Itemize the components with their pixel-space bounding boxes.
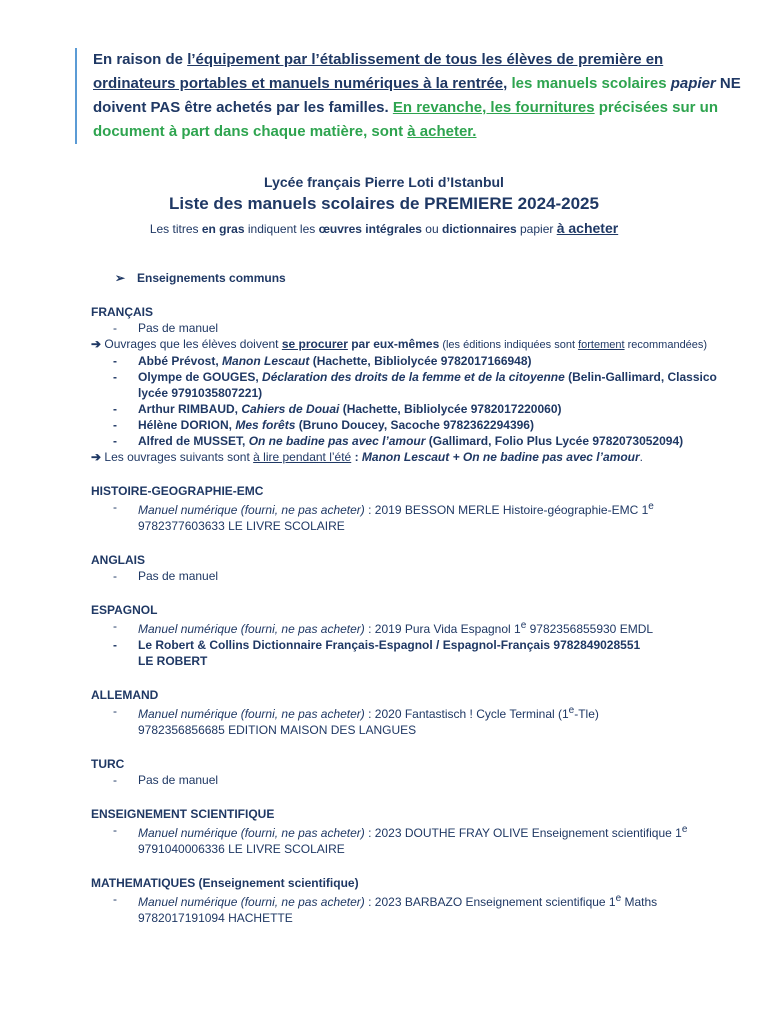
dash-bullet: - bbox=[113, 619, 117, 633]
francais-works-intro bbox=[91, 336, 731, 353]
book-details: (Hachette, Bibliolycée 9782017220060) bbox=[339, 402, 562, 416]
school-name: Lycée français Pierre Loti d’Istanbul bbox=[264, 174, 504, 190]
item-text: : 2019 BESSON MERLE Histoire-géographie-EMC 1 bbox=[364, 503, 649, 517]
subject-title-espagnol: ESPAGNOL bbox=[91, 603, 158, 617]
dash-bullet: - bbox=[113, 823, 117, 837]
digital-manual-label: Manuel numérique (fourni, ne pas acheter) bbox=[138, 622, 365, 636]
list-item bbox=[91, 499, 731, 534]
item-text: Pas de manuel bbox=[138, 321, 219, 335]
book-title: Déclaration des droits de la femme et de la citoyenne bbox=[262, 370, 565, 384]
intro-note-underlined: fortement bbox=[578, 339, 625, 351]
dash-bullet: - bbox=[113, 500, 117, 514]
intro-note: (les éditions indiquées sont bbox=[439, 339, 579, 351]
subtitle-bold-text: en gras bbox=[201, 222, 245, 236]
book-title: Cahiers de Douai bbox=[241, 402, 340, 416]
page-title: Liste des manuels scolaires de PREMIERE 2024-2025 bbox=[169, 194, 599, 213]
notice-text: En raison de bbox=[93, 51, 188, 68]
book-author: Arthur RIMBAUD, bbox=[138, 402, 242, 416]
list-item bbox=[91, 353, 731, 369]
subject-title-maths: MATHEMATIQUES (Enseignement scientifique) bbox=[91, 876, 359, 890]
notice-green-underlined-text: En revanche, les fournitures bbox=[392, 99, 595, 116]
book-author: Alfred de MUSSET, bbox=[138, 434, 249, 448]
digital-manual-label: Manuel numérique (fourni, ne pas acheter) bbox=[138, 707, 365, 721]
item-text: : 2023 DOUTHE FRAY OLIVE Enseignement scientifique 1 bbox=[364, 826, 682, 840]
subject-title-scientifique: ENSEIGNEMENT SCIENTIFIQUE bbox=[91, 807, 275, 821]
arrow-icon: ➔ bbox=[91, 337, 102, 351]
item-text: 9791040006336 LE LIVRE SCOLAIRE bbox=[138, 842, 345, 856]
summer-reading-note bbox=[91, 449, 731, 465]
page-subtitle bbox=[0, 220, 768, 236]
notice-green-underlined-text: à acheter. bbox=[407, 123, 477, 140]
list-item bbox=[91, 822, 731, 857]
item-text: Pas de manuel bbox=[138, 569, 219, 583]
item-text: : 2023 BARBAZO Enseignement scientifique 1 bbox=[364, 895, 616, 909]
subtitle-text: ou bbox=[421, 222, 442, 236]
superscript: e bbox=[648, 501, 654, 512]
notice-green-text: précisées sur un document à part dans chaque matière, sont bbox=[93, 99, 718, 140]
item-text: Pas de manuel bbox=[138, 773, 219, 787]
notice-underlined-text: l’équipement par l’établissement de tous les élèves de première en ordinateurs portables et manuels numériques à la rentrée bbox=[93, 51, 664, 92]
intro-bold-text: par eux-mêmes bbox=[347, 337, 440, 351]
subject-title-turc: TURC bbox=[91, 757, 125, 771]
summer-text: Les ouvrages suivants sont bbox=[101, 450, 254, 464]
superscript: e bbox=[615, 893, 622, 904]
item-text: 9782356855930 EMDL bbox=[526, 622, 654, 636]
list-item bbox=[91, 433, 731, 449]
dash-bullet: - bbox=[113, 434, 117, 448]
superscript: e bbox=[681, 824, 688, 835]
section-heading: Enseignements communs bbox=[137, 271, 286, 285]
list-item bbox=[91, 637, 731, 669]
list-item bbox=[91, 772, 731, 788]
intro-bold-underlined: se procurer bbox=[281, 337, 348, 351]
book-author: Hélène DORION, bbox=[138, 418, 236, 432]
section-bullet bbox=[115, 270, 731, 286]
dash-bullet: - bbox=[113, 321, 117, 335]
summer-underlined: à lire pendant l’été bbox=[253, 450, 352, 464]
intro-note: recommandées) bbox=[624, 339, 708, 351]
notice-text: NE doivent PAS être achetés par les familles. bbox=[93, 75, 741, 116]
dash-bullet: - bbox=[113, 773, 117, 787]
dash-bullet: - bbox=[113, 892, 117, 906]
notice-text: , bbox=[503, 75, 512, 92]
list-item bbox=[91, 618, 731, 637]
dash-bullet: - bbox=[113, 354, 117, 368]
summer-text: . bbox=[639, 450, 643, 464]
intro-text: Ouvrages que les élèves doivent bbox=[101, 337, 282, 351]
item-text: 9782377603633 LE LIVRE SCOLAIRE bbox=[138, 519, 345, 533]
book-title: Mes forêts bbox=[235, 418, 296, 432]
book-author: Olympe de GOUGES, bbox=[138, 370, 263, 384]
book-details: (Gallimard, Folio Plus Lycée 9782073052094) bbox=[425, 434, 684, 448]
list-item bbox=[91, 703, 731, 738]
list-item bbox=[91, 320, 731, 336]
dictionary-publisher: LE ROBERT bbox=[138, 654, 208, 668]
book-title: Manon Lescaut bbox=[222, 354, 310, 368]
subject-title-histoire: HISTOIRE-GEOGRAPHIE-EMC bbox=[91, 484, 264, 498]
dictionary-text: Le Robert & Collins Dictionnaire Français-Espagnol / Espagnol-Français 9782849028551 bbox=[138, 638, 641, 652]
subtitle-buy-text: à acheter bbox=[556, 220, 619, 236]
subject-title-allemand: ALLEMAND bbox=[91, 688, 159, 702]
item-text: 9782356856685 EDITION MAISON DES LANGUES bbox=[138, 723, 417, 737]
subtitle-bold-text: dictionnaires bbox=[441, 222, 517, 236]
digital-manual-label: Manuel numérique (fourni, ne pas acheter) bbox=[138, 503, 365, 517]
list-item bbox=[91, 369, 731, 401]
summer-works: Manon Lescaut + On ne badine pas avec l’amour bbox=[361, 450, 640, 464]
list-item bbox=[91, 891, 731, 926]
book-title: On ne badine pas avec l’amour bbox=[248, 434, 426, 448]
list-item bbox=[91, 568, 731, 584]
subject-title-francais: FRANÇAIS bbox=[91, 305, 153, 319]
item-text: : 2019 Pura Vida Espagnol 1 bbox=[364, 622, 521, 636]
notice-green-text: les manuels scolaires bbox=[511, 75, 671, 92]
list-item bbox=[91, 401, 731, 417]
book-details: (Bruno Doucey, Sacoche 9782362294396) bbox=[295, 418, 534, 432]
list-item bbox=[91, 417, 731, 433]
superscript: e bbox=[520, 620, 527, 631]
dash-bullet: - bbox=[113, 704, 117, 718]
item-text: 9782017191094 HACHETTE bbox=[138, 911, 293, 925]
digital-manual-label: Manuel numérique (fourni, ne pas acheter) bbox=[138, 895, 365, 909]
manuals-list bbox=[91, 270, 731, 926]
subtitle-bold-text: œuvres intégrales bbox=[318, 222, 422, 236]
arrow-bullet-icon: ➢ bbox=[115, 271, 126, 285]
dash-bullet: - bbox=[113, 638, 117, 652]
dash-bullet: - bbox=[113, 370, 117, 384]
notice-italic-text: papier bbox=[670, 75, 716, 92]
subtitle-text: Les titres bbox=[149, 222, 202, 236]
notice-block bbox=[75, 48, 743, 144]
digital-manual-label: Manuel numérique (fourni, ne pas acheter) bbox=[138, 826, 365, 840]
dash-bullet: - bbox=[113, 402, 117, 416]
book-details: (Hachette, Bibliolycée 9782017166948) bbox=[309, 354, 532, 368]
arrow-icon: ➔ bbox=[91, 450, 102, 464]
subtitle-text: indiquent les bbox=[244, 222, 319, 236]
item-text: -Tle) bbox=[574, 707, 599, 721]
item-text: Maths bbox=[621, 895, 658, 909]
subtitle-text: papier bbox=[516, 222, 557, 236]
item-text: : 2020 Fantastisch ! Cycle Terminal (1 bbox=[364, 707, 569, 721]
dash-bullet: - bbox=[113, 418, 117, 432]
summer-text: : bbox=[351, 450, 362, 464]
superscript: e bbox=[568, 705, 575, 716]
subject-title-anglais: ANGLAIS bbox=[91, 553, 145, 567]
book-details: (Belin-Gallimard, Classico lycée 9791035807221) bbox=[138, 370, 717, 400]
book-author: Abbé Prévost, bbox=[138, 354, 223, 368]
dash-bullet: - bbox=[113, 569, 117, 583]
